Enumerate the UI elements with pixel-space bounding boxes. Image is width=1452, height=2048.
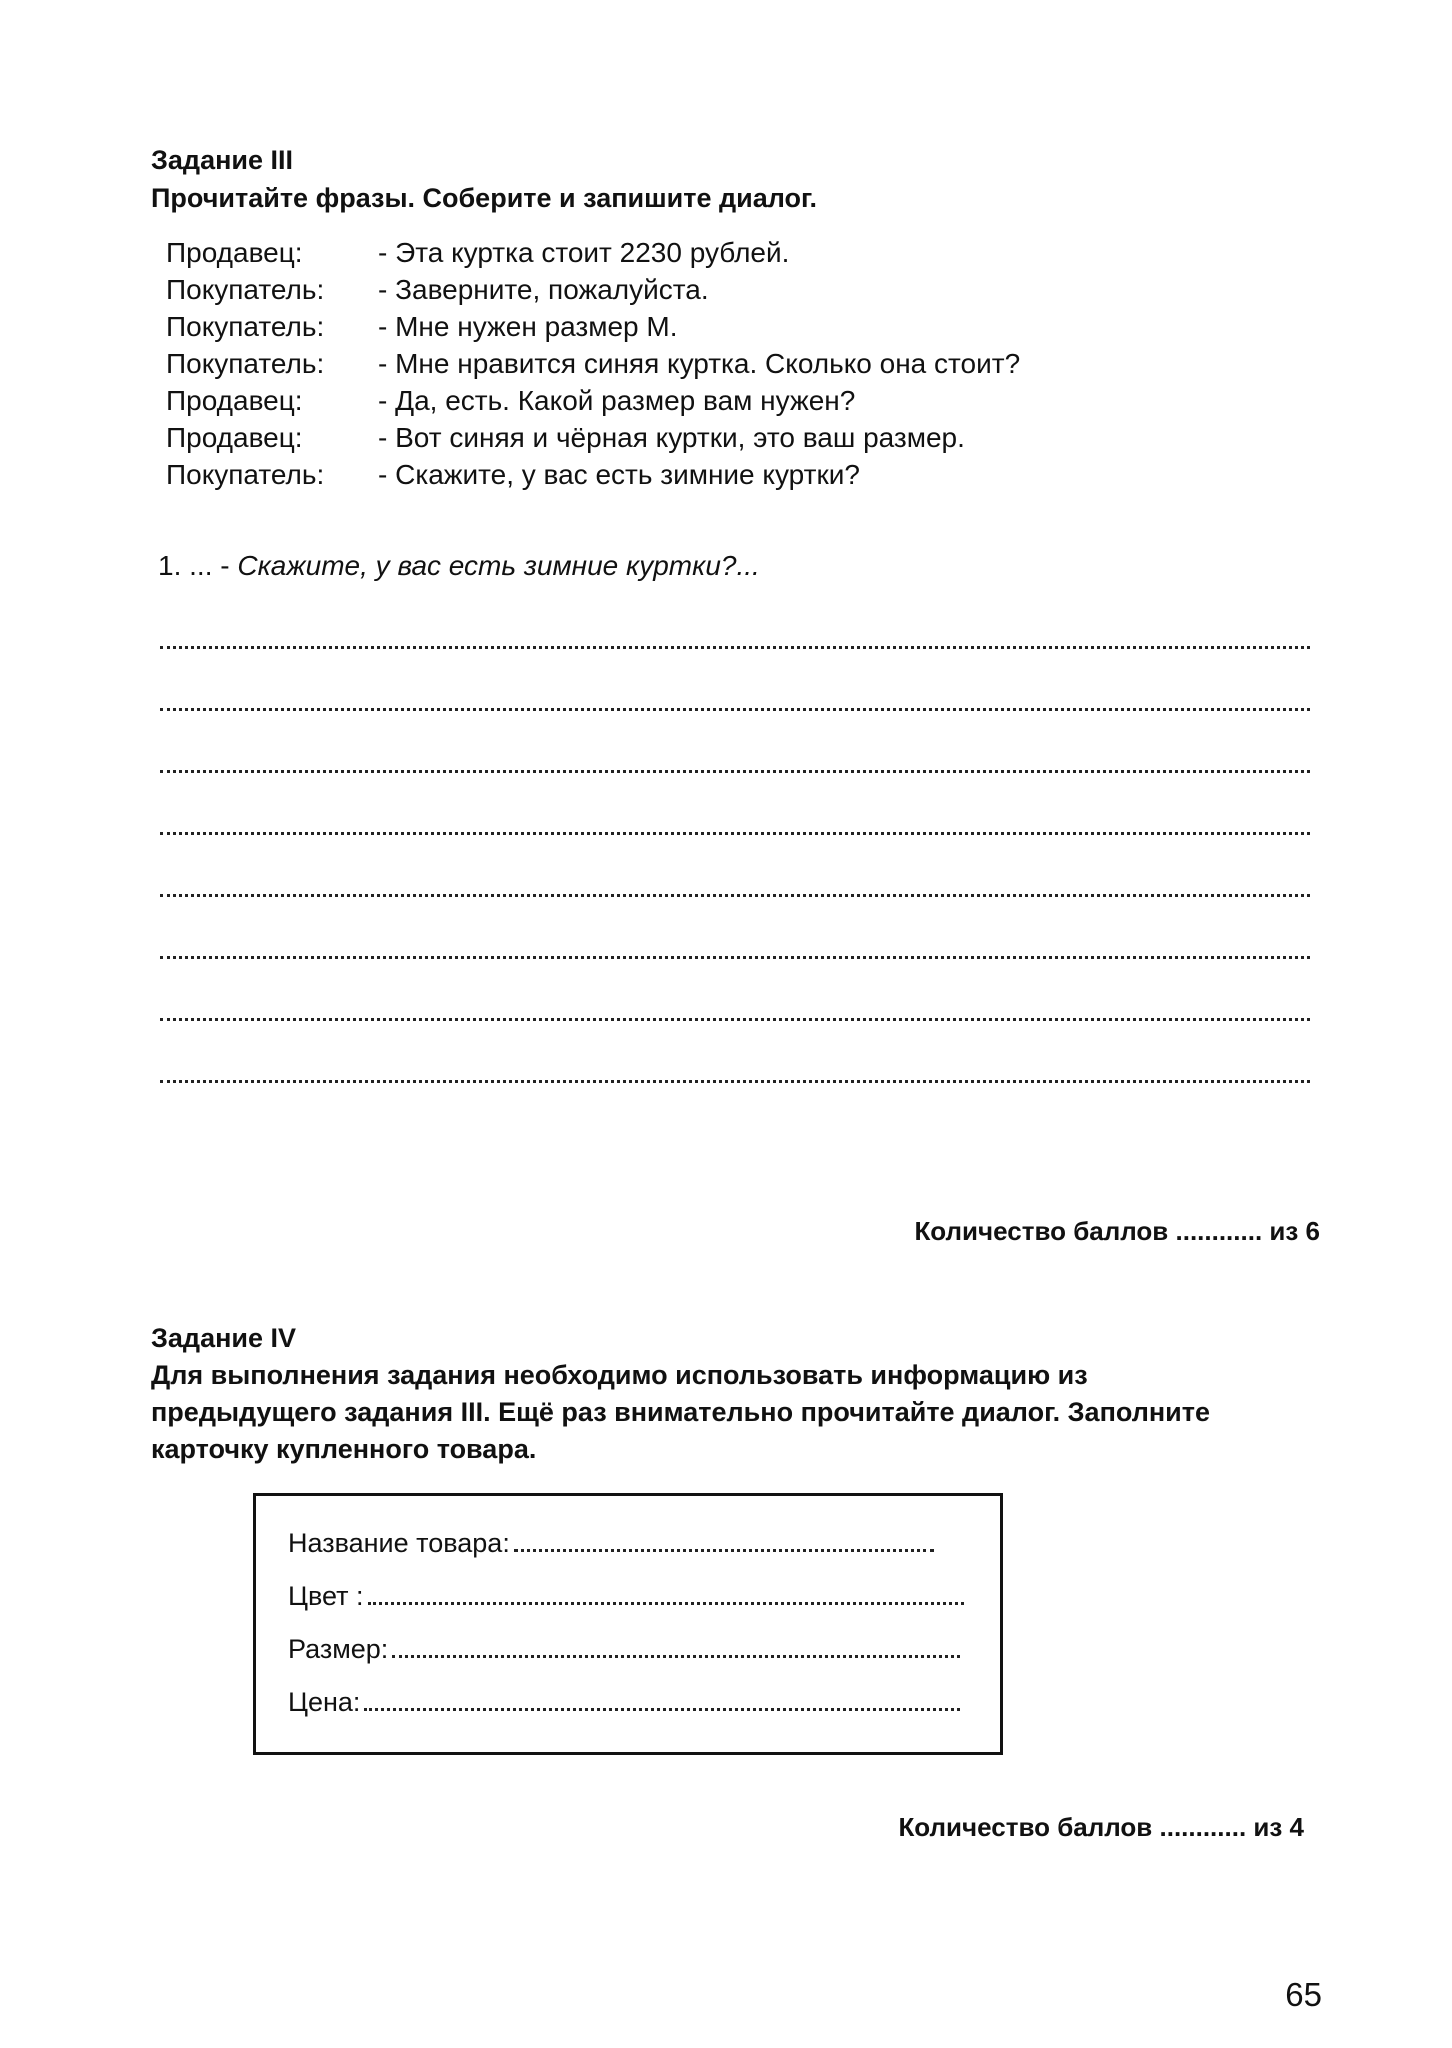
card-color-field[interactable] (368, 1584, 964, 1605)
answer-line[interactable] (160, 956, 1310, 959)
card-name-field[interactable] (514, 1531, 934, 1552)
task3-instruction: Прочитайте фразы. Соберите и запишите диалог. (151, 183, 818, 213)
dialog-speaker: Покупатель: (166, 459, 325, 490)
task4-instruction-line: Для выполнения задания необходимо использовать информацию из (151, 1360, 1088, 1390)
answer-line[interactable] (160, 708, 1310, 711)
card-price-field[interactable] (364, 1690, 960, 1711)
answer-line[interactable] (160, 1018, 1310, 1021)
card-row-price (288, 1685, 960, 1719)
task4-instruction-line: карточку купленного товара. (151, 1434, 537, 1464)
dialog-phrase: - Вот синяя и чёрная куртки, это ваш размер. (378, 422, 965, 453)
task4-title: Задание IV (151, 1323, 297, 1353)
dialog-phrase: - Мне нравится синяя куртка. Сколько она стоит? (378, 348, 1021, 379)
dialog-speaker: Продавец: (166, 385, 303, 416)
dialog-speaker: Продавец: (166, 422, 303, 453)
task3-score: Количество баллов ............ из 6 (914, 1216, 1320, 1246)
dialog-speaker: Продавец: (166, 237, 303, 268)
page-number: 65 (1285, 1976, 1322, 2013)
answer-line[interactable] (160, 894, 1310, 897)
answer-line[interactable] (160, 1080, 1310, 1083)
answer-line[interactable] (160, 646, 1310, 649)
dialog-phrase: - Скажите, у вас есть зимние куртки? (378, 459, 860, 490)
card-name-label: Название товара: (288, 1528, 510, 1558)
card-row-size (288, 1632, 960, 1666)
card-price-label: Цена: (288, 1687, 361, 1717)
dialog-speaker: Покупатель: (166, 274, 325, 305)
answer-line[interactable] (160, 832, 1310, 835)
dialog-phrase: - Мне нужен размер M. (378, 311, 678, 342)
product-card (253, 1493, 1003, 1755)
answer-example-text: Скажите, у вас есть зимние куртки?... (237, 550, 760, 581)
dialog-phrase: - Эта куртка стоит 2230 рублей. (378, 237, 790, 268)
card-size-label: Размер: (288, 1634, 389, 1664)
card-row-name (288, 1526, 934, 1560)
dialog-speaker: Покупатель: (166, 311, 325, 342)
dialog-speaker: Покупатель: (166, 348, 325, 379)
answer-example (158, 550, 760, 582)
answer-example-prefix: 1. ... - (158, 550, 238, 581)
card-size-field[interactable] (392, 1637, 960, 1658)
answer-line[interactable] (160, 770, 1310, 773)
task4-instruction-line: предыдущего задания III. Ещё раз внимательно прочитайте диалог. Заполните (151, 1397, 1210, 1427)
card-row-color (288, 1579, 964, 1613)
task4-score: Количество баллов ............ из 4 (898, 1812, 1304, 1842)
dialog-phrase: - Заверните, пожалуйста. (378, 274, 709, 305)
card-color-label: Цвет : (288, 1581, 364, 1611)
dialog-phrase: - Да, есть. Какой размер вам нужен? (378, 385, 856, 416)
task3-title: Задание III (151, 145, 294, 175)
